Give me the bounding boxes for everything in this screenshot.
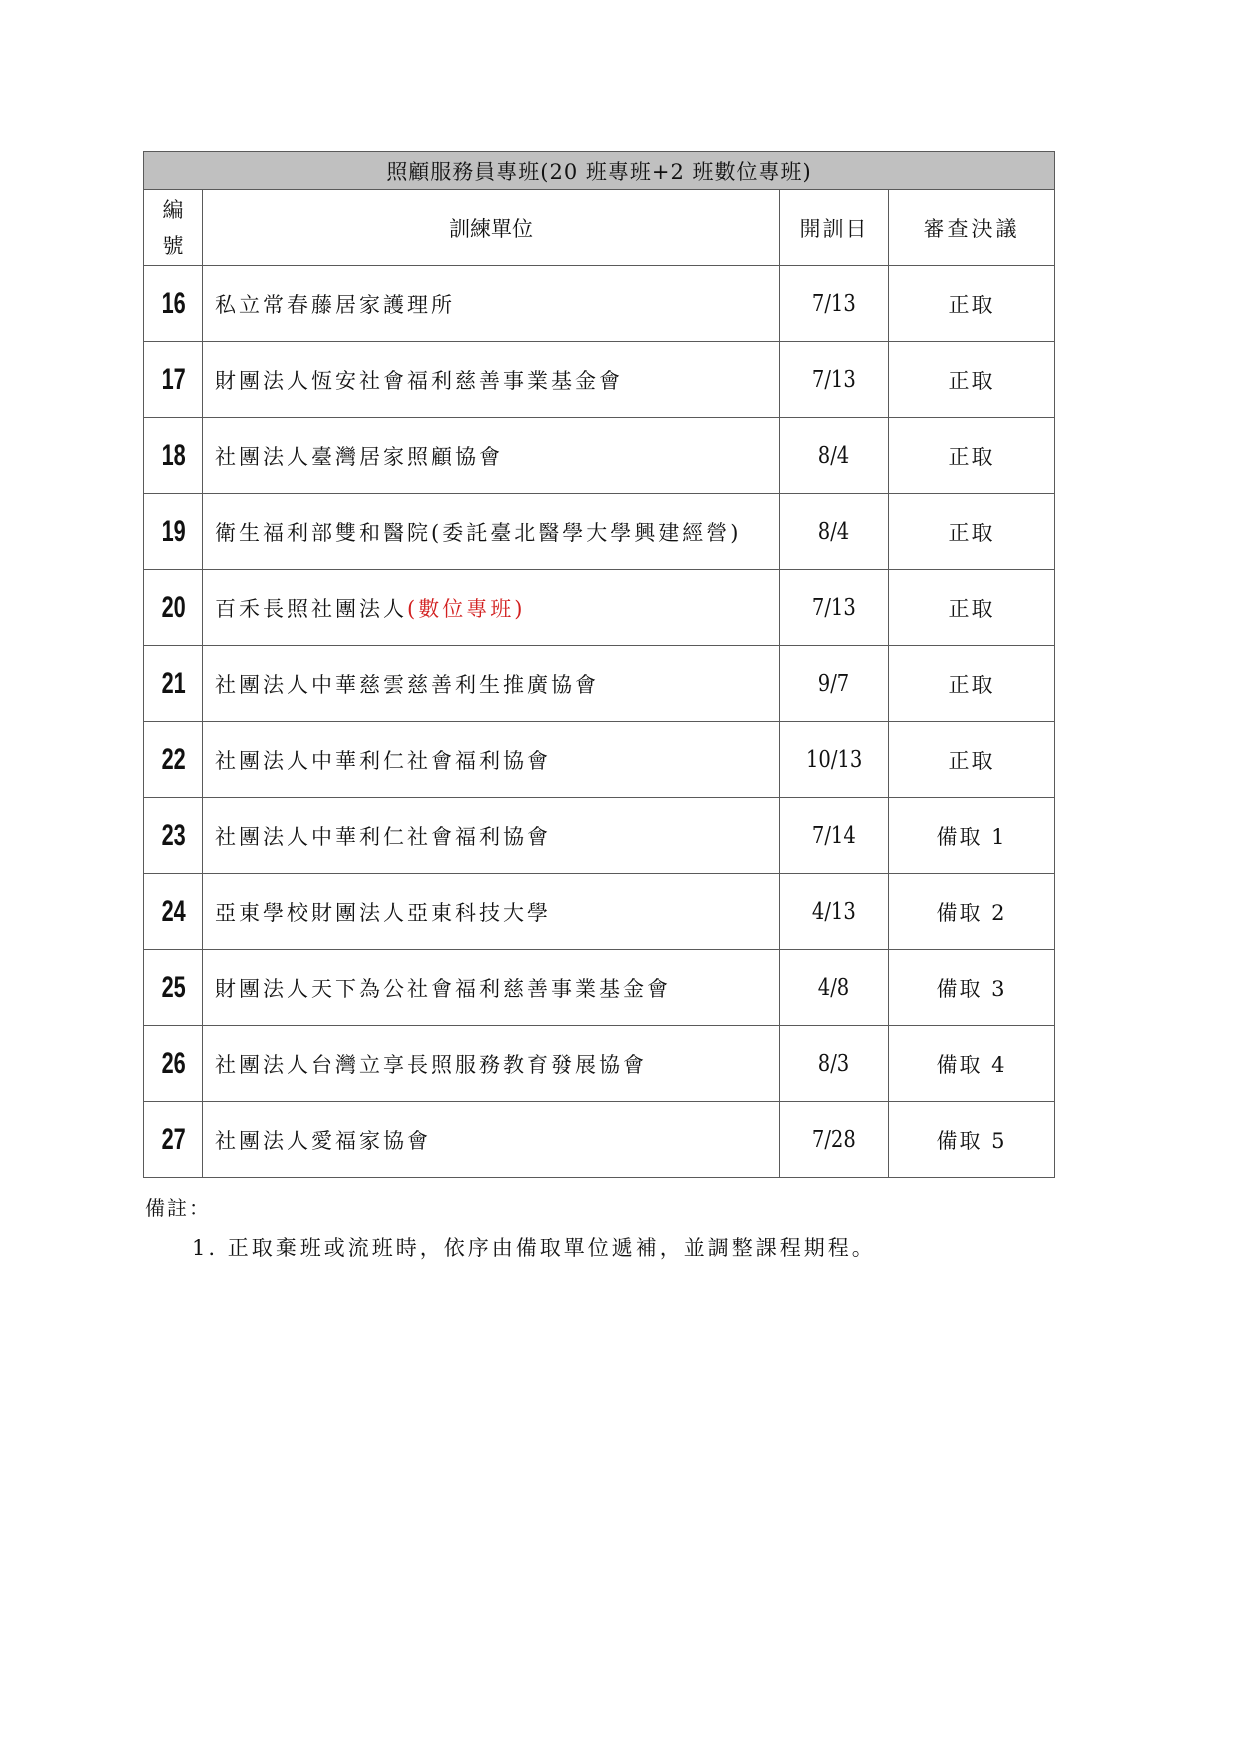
table-body	[144, 266, 1055, 1178]
table-row	[144, 494, 1055, 570]
table-row	[144, 798, 1055, 874]
row-number: 22	[148, 722, 198, 798]
row-number: 17	[148, 342, 198, 418]
row-decision: 正取	[889, 418, 1055, 494]
digital-class-tag: (數位專班)	[407, 596, 526, 621]
unit-name: 財團法人恆安社會福利慈善事業基金會	[215, 368, 623, 393]
row-training-unit	[203, 646, 780, 722]
unit-name: 社團法人台灣立享長照服務教育發展協會	[215, 1052, 647, 1077]
table-row	[144, 570, 1055, 646]
unit-name: 社團法人中華慈雲慈善利生推廣協會	[215, 672, 599, 697]
row-start-date: 7/28	[780, 1102, 889, 1178]
header-number-line2: 號	[162, 233, 184, 258]
table-row	[144, 1026, 1055, 1102]
training-units-table	[143, 151, 1055, 1178]
row-number: 21	[148, 646, 198, 722]
header-decision: 審查決議	[889, 190, 1055, 266]
table-row	[144, 722, 1055, 798]
row-number: 23	[148, 798, 198, 874]
row-start-date: 4/13	[780, 874, 889, 950]
table-row	[144, 266, 1055, 342]
header-number-line1: 編	[162, 197, 184, 222]
row-training-unit	[203, 570, 780, 646]
row-training-unit	[203, 342, 780, 418]
header-row	[144, 190, 1055, 266]
row-decision: 正取	[889, 722, 1055, 798]
row-training-unit	[203, 798, 780, 874]
table-row	[144, 646, 1055, 722]
row-decision: 正取	[889, 646, 1055, 722]
header-number	[144, 190, 203, 266]
table-row	[144, 418, 1055, 494]
row-decision: 正取	[889, 494, 1055, 570]
notes-item: 1. 正取棄班或流班時，依序由備取單位遞補，並調整課程期程。	[192, 1236, 876, 1260]
row-number: 19	[148, 494, 198, 570]
row-number: 25	[148, 950, 198, 1026]
unit-name: 財團法人天下為公社會福利慈善事業基金會	[215, 976, 671, 1001]
row-training-unit	[203, 418, 780, 494]
row-start-date: 4/8	[780, 950, 889, 1026]
table-row	[144, 342, 1055, 418]
row-start-date: 7/13	[780, 266, 889, 342]
unit-name: 百禾長照社團法人	[215, 596, 407, 621]
header-start-date: 開訓日	[780, 190, 889, 266]
row-start-date: 8/3	[780, 1026, 889, 1102]
row-decision: 備取 2	[889, 874, 1055, 950]
row-number: 27	[148, 1102, 198, 1178]
row-number: 26	[148, 1026, 198, 1102]
row-training-unit	[203, 1102, 780, 1178]
table-row	[144, 1102, 1055, 1178]
row-decision: 備取 1	[889, 798, 1055, 874]
row-training-unit	[203, 874, 780, 950]
unit-name: 衛生福利部雙和醫院(委託臺北醫學大學興建經營)	[215, 520, 742, 545]
row-start-date: 7/13	[780, 342, 889, 418]
row-start-date: 9/7	[780, 646, 889, 722]
row-start-date: 7/14	[780, 798, 889, 874]
row-number: 18	[148, 418, 198, 494]
row-decision: 備取 5	[889, 1102, 1055, 1178]
table-row	[144, 950, 1055, 1026]
row-decision: 正取	[889, 342, 1055, 418]
unit-name: 社團法人中華利仁社會福利協會	[215, 824, 551, 849]
row-number: 16	[148, 266, 198, 342]
row-decision: 正取	[889, 266, 1055, 342]
unit-name: 亞東學校財團法人亞東科技大學	[215, 900, 551, 925]
row-start-date: 8/4	[780, 494, 889, 570]
row-training-unit	[203, 266, 780, 342]
unit-name: 社團法人愛福家協會	[215, 1128, 431, 1153]
row-start-date: 10/13	[780, 722, 889, 798]
row-number: 24	[148, 874, 198, 950]
notes-label: 備註：	[145, 1196, 211, 1220]
row-decision: 正取	[889, 570, 1055, 646]
row-decision: 備取 4	[889, 1026, 1055, 1102]
table-row	[144, 874, 1055, 950]
header-unit: 訓練單位	[203, 190, 780, 266]
row-start-date: 7/13	[780, 570, 889, 646]
row-decision: 備取 3	[889, 950, 1055, 1026]
row-number: 20	[148, 570, 198, 646]
unit-name: 社團法人臺灣居家照顧協會	[215, 444, 503, 469]
row-training-unit	[203, 950, 780, 1026]
unit-name: 私立常春藤居家護理所	[215, 292, 455, 317]
row-training-unit	[203, 1026, 780, 1102]
table-title: 照顧服務員專班(20 班專班+2 班數位專班)	[144, 152, 1055, 190]
row-start-date: 8/4	[780, 418, 889, 494]
unit-name: 社團法人中華利仁社會福利協會	[215, 748, 551, 773]
row-training-unit	[203, 494, 780, 570]
row-training-unit	[203, 722, 780, 798]
